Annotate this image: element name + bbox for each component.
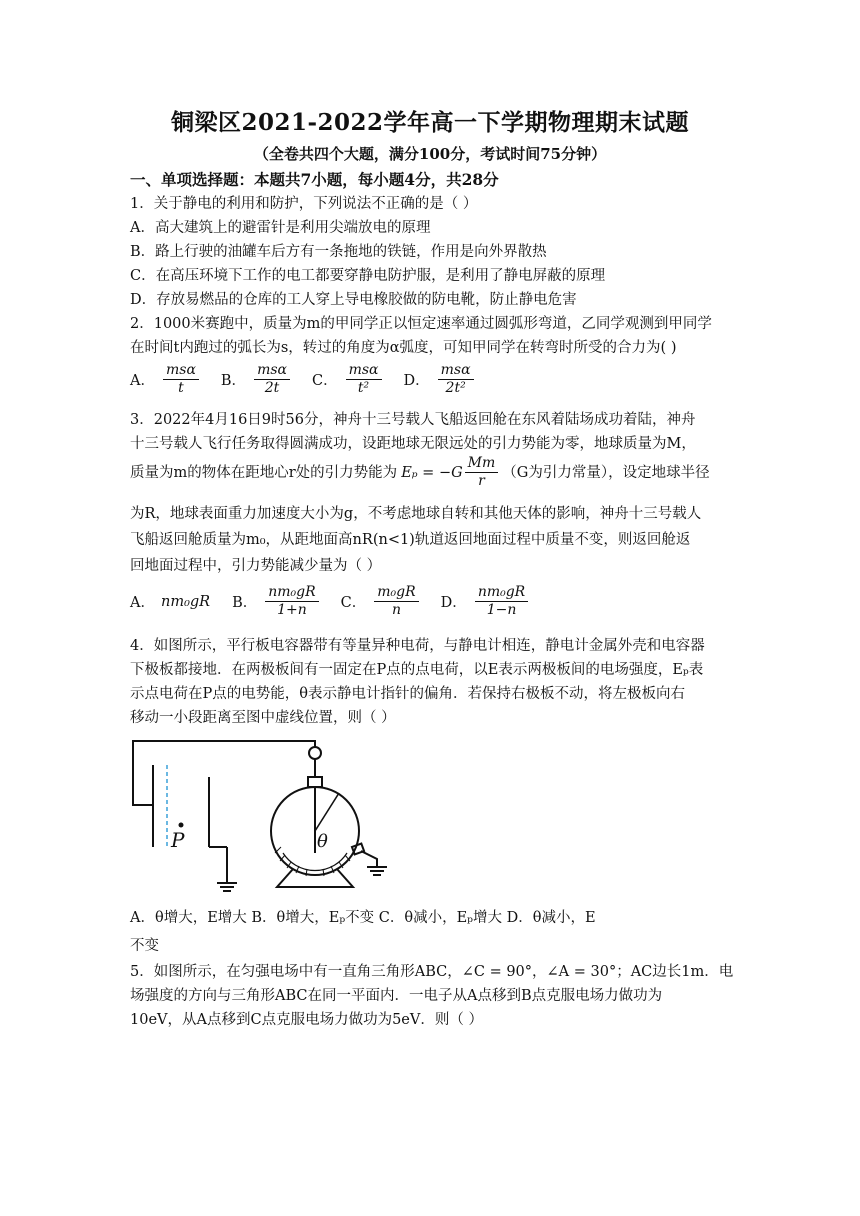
q4-stem-line3: 示点电荷在P点的电势能，θ表示静电计指针的偏角．若保持右极板不动，将左极板向右 <box>130 686 685 702</box>
q2-option-c-label: C． <box>311 373 338 389</box>
q4-stem-line1: 4．如图所示，平行板电容器带有等量异种电荷，与静电计相连，静电计金属外壳和电容器 <box>130 638 705 654</box>
q3-option-d-fraction <box>475 584 528 619</box>
capacitor-electrometer-figure <box>125 735 395 895</box>
q3-option-c-label: C． <box>340 595 367 611</box>
q3-option-b <box>232 584 319 619</box>
section-heading: 一、单项选择题：本题共7小题，每小题4分，共28分 <box>130 170 499 189</box>
fraction-numerator: msα <box>254 362 290 380</box>
q2-stem-line2: 在时间t内跑过的弧长为s，转过的角度为α弧度，可知甲同学在转弯时所受的合力为( ) <box>130 340 677 356</box>
fraction-denominator: 2t² <box>445 380 466 396</box>
q4-options-cont: 不变 <box>130 938 159 954</box>
q2-option-a <box>130 362 199 397</box>
q3-option-a-value: nm₀gR <box>160 593 211 610</box>
fraction-numerator: m₀gR <box>374 584 418 602</box>
fraction-numerator: msα <box>346 362 382 380</box>
q3-formula-fraction <box>465 455 499 490</box>
q5-stem-line1: 5．如图所示，在匀强电场中有一直角三角形ABC，∠C = 90°，∠A = 30°；AC边长1m．电 <box>130 964 734 980</box>
q2-option-a-label: A． <box>130 373 155 389</box>
q3-line3-text-b: （G为引力常量），设定地球半径 <box>502 464 710 481</box>
fraction-denominator: t² <box>357 380 370 396</box>
q3-stem-line1: 3．2022年4月16日9时56分，神舟十三号载人飞船返回舱在东风着陆场成功着陆，神舟 <box>130 412 696 428</box>
q2-option-b <box>221 362 290 397</box>
fraction-numerator: nm₀gR <box>475 584 528 602</box>
q1-option-a: A．高大建筑上的避雷针是利用尖端放电的原理 <box>130 220 431 236</box>
q2-option-b-fraction <box>254 362 290 397</box>
q3-formula-lhs: Eₚ = −G <box>401 464 463 481</box>
q3-stem-line5: 飞船返回舱质量为m₀，从距地面高nR(n<1)轨道返回地面过程中质量不变，则返回舱返 <box>130 532 691 548</box>
q3-stem-line2: 十三号载人飞行任务取得圆满成功，设距地球无限远处的引力势能为零，地球质量为M， <box>130 436 696 452</box>
q3-stem-line4: 为R，地球表面重力加速度大小为g，不考虑地球自转和其他天体的影响，神舟十三号载人 <box>130 506 702 522</box>
q2-option-d-label: D． <box>403 373 430 389</box>
fraction-numerator: msα <box>438 362 474 380</box>
q1-option-b: B．路上行驶的油罐车后方有一条拖地的铁链，作用是向外界散热 <box>130 244 547 260</box>
q2-option-a-fraction <box>163 362 199 397</box>
page-title: 铜梁区2021-2022学年高一下学期物理期末试题 <box>170 109 690 136</box>
q1-option-c: C．在高压环境下工作的电工都要穿静电防护服，是利用了静电屏蔽的原理 <box>130 268 606 284</box>
q3-option-d-label: D． <box>440 595 467 611</box>
q3-option-a <box>130 591 210 612</box>
q3-option-b-label: B． <box>232 595 258 611</box>
fraction-denominator: t <box>178 380 184 396</box>
q2-option-c-fraction <box>346 362 382 397</box>
fraction-denominator: 2t <box>264 380 280 396</box>
point-p-label: P <box>171 828 185 852</box>
q3-stem-line3 <box>130 455 710 490</box>
q2-option-c <box>312 362 382 397</box>
fraction-numerator: Mm <box>465 455 499 473</box>
q3-option-b-fraction <box>265 584 318 619</box>
exam-info: （全卷共四个大题，满分100分，考试时间75分钟） <box>253 145 607 163</box>
point-charge-dot <box>179 823 184 828</box>
q5-stem-line3: 10eV，从A点移到C点克服电场力做功为5eV．则（ ） <box>130 1012 483 1028</box>
q3-stem-line6: 回地面过程中，引力势能减少量为（ ） <box>130 558 382 574</box>
q1-stem: 1．关于静电的利用和防护，下列说法不正确的是（ ） <box>130 196 478 212</box>
q4-stem-line4: 移动一小段距离至图中虚线位置，则（ ） <box>130 710 396 726</box>
q2-option-d <box>404 362 474 397</box>
fraction-denominator: n <box>391 602 401 618</box>
fraction-denominator: 1+n <box>277 602 307 618</box>
theta-label: θ <box>317 831 328 852</box>
q5-stem-line2: 场强度的方向与三角形ABC在同一平面内．一电子从A点移到B点克服电场力做功为 <box>130 988 663 1004</box>
q4-stem-line2: 下极板都接地．在两极板间有一固定在P点的点电荷，以E表示两极板间的电场强度，Eₚ表 <box>130 662 704 678</box>
q2-stem-line1: 2．1000米赛跑中，质量为m的甲同学正以恒定速率通过圆弧形弯道，乙同学观测到甲同学 <box>130 316 712 332</box>
q3-line3-text-a: 质量为m的物体在距地心r处的引力势能为 <box>130 464 398 481</box>
q2-options <box>130 362 496 397</box>
q3-option-d <box>441 584 529 619</box>
q3-option-a-label: A． <box>130 595 155 611</box>
fraction-numerator: nm₀gR <box>265 584 318 602</box>
q3-option-c-fraction <box>374 584 418 619</box>
q4-options: A．θ增大，E增大 B．θ增大，Eₚ不变 C．θ减小，Eₚ增大 D．θ减小，E <box>130 910 596 926</box>
q2-option-d-fraction <box>438 362 474 397</box>
fraction-denominator: 1−n <box>486 602 517 618</box>
q1-option-d: D．存放易燃品的仓库的工人穿上导电橡胶做的防电靴，防止静电危害 <box>130 292 577 308</box>
q3-option-c <box>341 584 419 619</box>
q2-option-b-label: B． <box>220 373 247 389</box>
fraction-denominator: r <box>478 473 485 489</box>
q3-options <box>130 584 550 619</box>
fraction-numerator: msα <box>163 362 199 380</box>
